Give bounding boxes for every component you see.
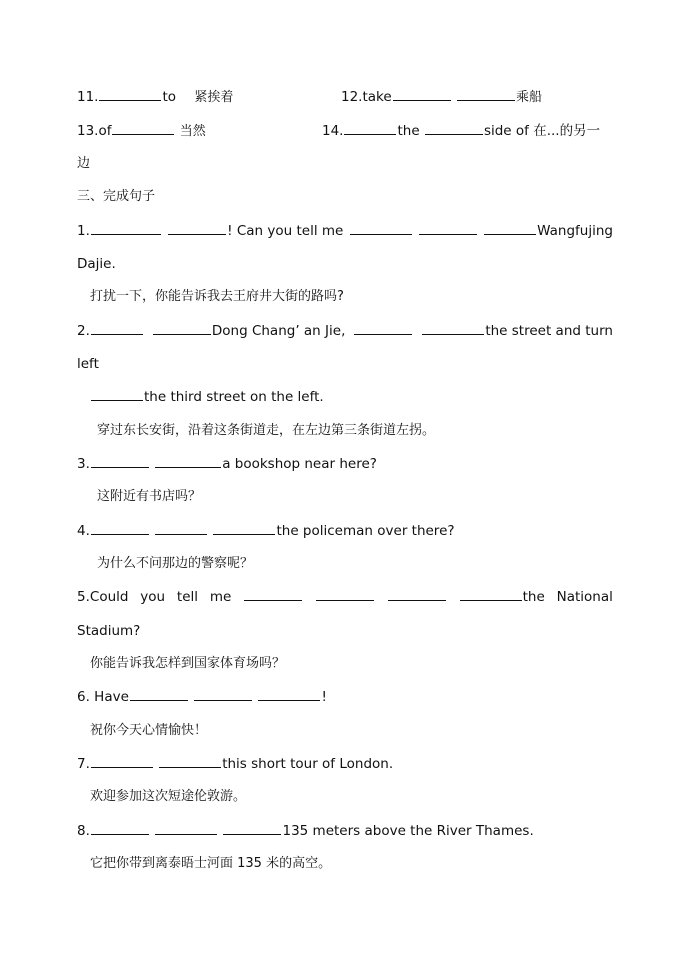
answer-blank[interactable]: [484, 222, 536, 235]
vocab-item-13: 13.of 当然: [77, 123, 206, 139]
sentence-6: 6. Have !: [77, 689, 327, 705]
answer-blank[interactable]: [91, 222, 161, 235]
sentence-1: 1. ! Can you tell me Wangfujing: [77, 223, 613, 239]
sentence-8-translation: 它把你带到离泰晤士河面 135 米的高空。: [90, 856, 332, 871]
answer-blank[interactable]: [99, 88, 161, 101]
sentence-4: 4. the policeman over there?: [77, 523, 455, 539]
sentence-4-translation: 为什么不问那边的警察呢？: [97, 556, 254, 571]
answer-blank[interactable]: [425, 122, 483, 135]
sentence-8: 8. 135 meters above the River Thames.: [77, 823, 534, 839]
answer-blank[interactable]: [91, 322, 143, 335]
answer-blank[interactable]: [457, 88, 515, 101]
answer-blank[interactable]: [244, 588, 302, 601]
answer-blank[interactable]: [155, 522, 207, 535]
answer-blank[interactable]: [422, 322, 484, 335]
answer-blank[interactable]: [155, 822, 217, 835]
sentence-7-translation: 欢迎参加这次短途伦敦游。: [90, 789, 247, 804]
answer-blank[interactable]: [460, 588, 522, 601]
answer-blank[interactable]: [354, 322, 412, 335]
vocab-item-14-continued: 边: [77, 156, 91, 171]
sentence-2: 2. Dong Chang’ an Jie, the street and turn: [77, 323, 613, 339]
vocab-item-12: 12.take 乘船: [341, 89, 542, 105]
answer-blank[interactable]: [350, 222, 412, 235]
sentence-5-translation: 你能告诉我怎样到国家体育场吗？: [90, 656, 286, 671]
answer-blank[interactable]: [344, 122, 396, 135]
answer-blank[interactable]: [91, 388, 143, 401]
vocab-item-14: 14. the side of 在...的另一: [322, 123, 601, 139]
answer-blank[interactable]: [153, 322, 211, 335]
vocab-item-11: 11. to 紧挨着: [77, 89, 234, 105]
answer-blank[interactable]: [155, 455, 221, 468]
answer-blank[interactable]: [159, 755, 221, 768]
section-title: 三、完成句子: [77, 189, 156, 204]
sentence-3-translation: 这附近有书店吗？: [97, 489, 202, 504]
sentence-2-translation: 穿过东长安街，沿着这条街道走，在左边第三条街道左拐。: [97, 423, 436, 438]
answer-blank[interactable]: [91, 522, 149, 535]
answer-blank[interactable]: [130, 688, 188, 701]
answer-blank[interactable]: [393, 88, 451, 101]
answer-blank[interactable]: [258, 688, 320, 701]
answer-blank[interactable]: [316, 588, 374, 601]
answer-blank[interactable]: [388, 588, 446, 601]
answer-blank[interactable]: [91, 755, 153, 768]
answer-blank[interactable]: [419, 222, 477, 235]
sentence-1-translation: 打扰一下，你能告诉我去王府井大街的路吗?: [90, 289, 344, 304]
sentence-1-continued: Dajie.: [77, 256, 116, 272]
sentence-6-translation: 祝你今天心情愉快！: [90, 723, 208, 738]
sentence-7: 7. this short tour of London.: [77, 756, 394, 772]
answer-blank[interactable]: [213, 522, 275, 535]
answer-blank[interactable]: [91, 455, 149, 468]
sentence-5: 5.Could you tell me the National: [77, 589, 613, 605]
answer-blank[interactable]: [194, 688, 252, 701]
sentence-2-line3: the third street on the left.: [90, 388, 324, 406]
sentence-5-continued: Stadium?: [77, 623, 141, 639]
sentence-2-continued: left: [77, 356, 99, 372]
answer-blank[interactable]: [91, 822, 149, 835]
answer-blank[interactable]: [223, 822, 281, 835]
sentence-3: 3. a bookshop near here?: [77, 456, 377, 472]
answer-blank[interactable]: [168, 222, 226, 235]
answer-blank[interactable]: [112, 122, 174, 135]
